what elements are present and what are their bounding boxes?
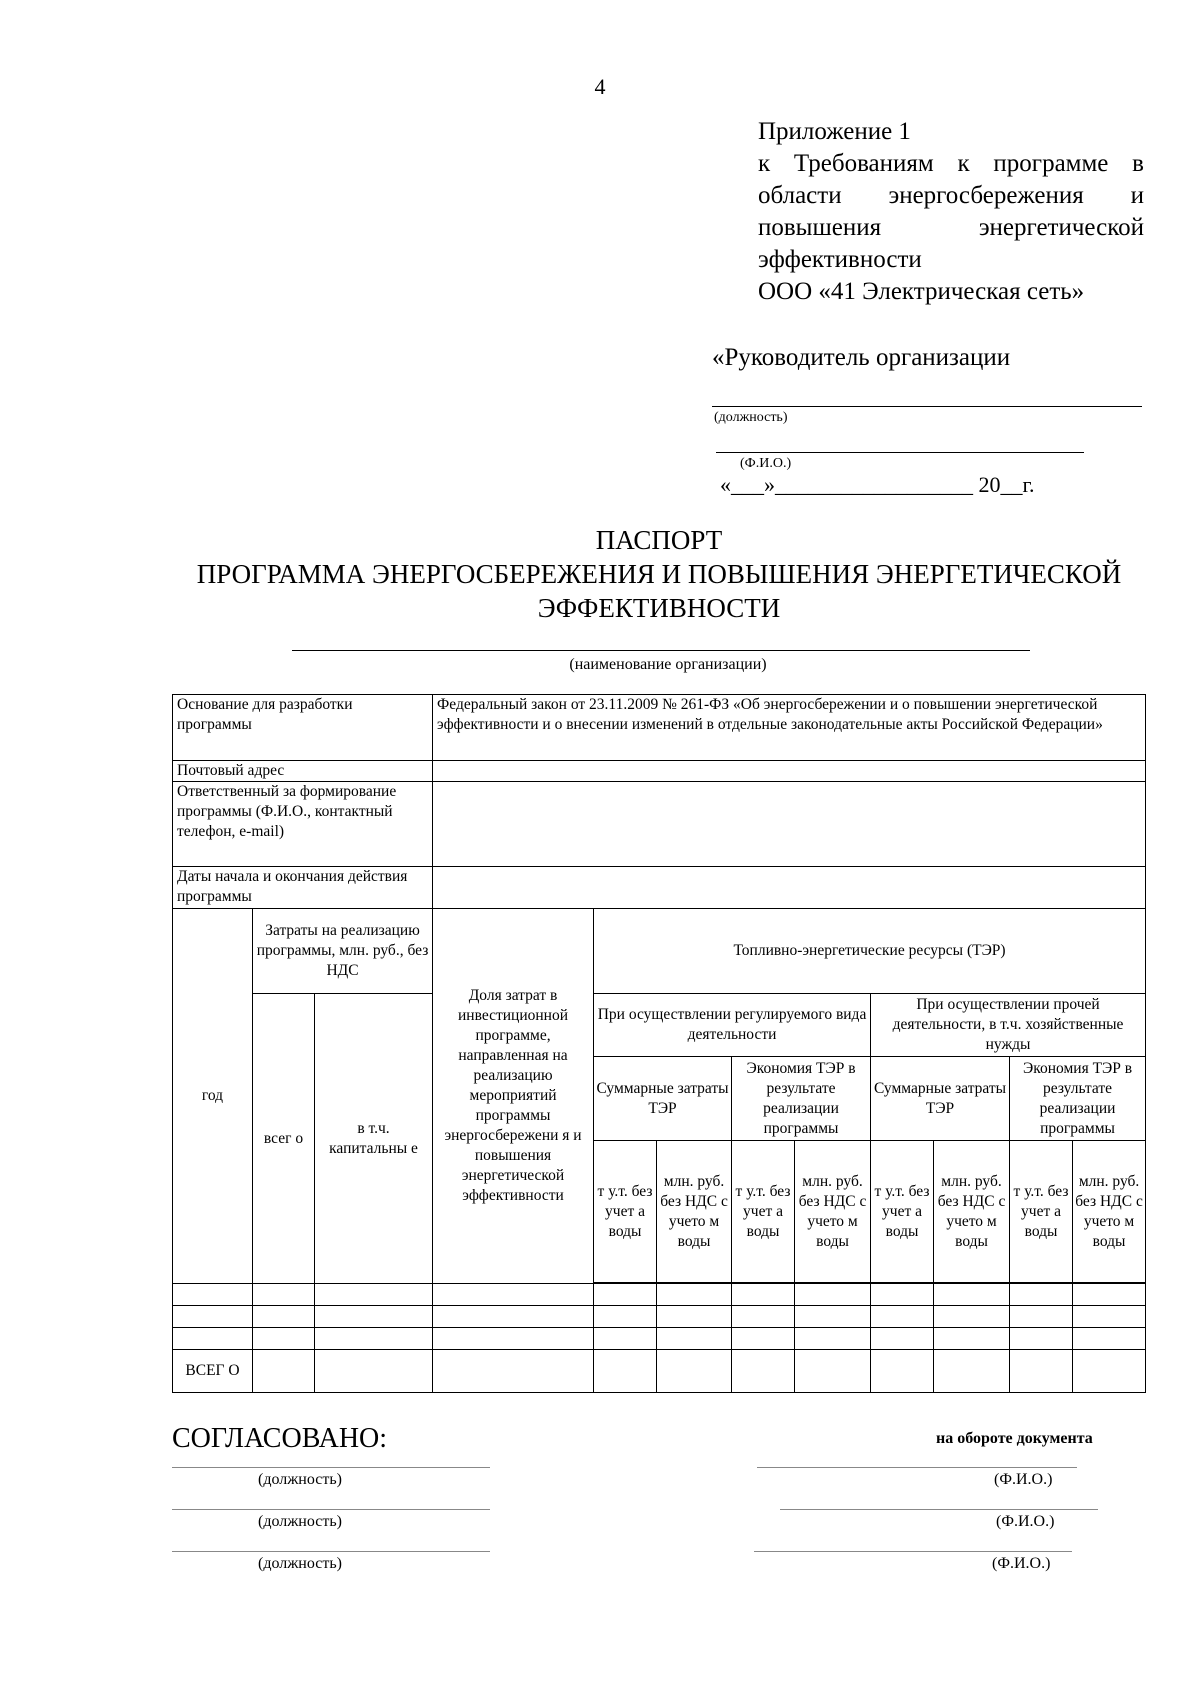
address-label: Почтовый адрес <box>173 761 433 782</box>
appendix-line-5: эффективности <box>758 246 922 273</box>
agreed-position-caption-1: (должность) <box>258 1471 342 1488</box>
position-signature-line <box>712 406 1142 407</box>
program-title-line-2: ЭФФЕКТИВНОСТИ <box>537 593 781 623</box>
tut-header: т у.т. без учет а воды <box>732 1141 795 1283</box>
ter-header: Топливно-энергетические ресурсы (ТЭР) <box>594 909 1146 994</box>
table-row <box>173 1284 1146 1306</box>
position-caption: (должность) <box>714 410 788 425</box>
year-header: год <box>173 909 253 1284</box>
document-title: ПАСПОРТ <box>595 525 723 555</box>
agreed-position-caption-2: (должность) <box>258 1513 342 1530</box>
org-name-line <box>292 650 1030 651</box>
dates-value <box>433 867 1146 909</box>
regulated-sum-costs-header: Суммарные затраты ТЭР <box>594 1057 732 1141</box>
responsible-label: Ответственный за формирование программы (Ф.И.О., контактный телефон, e-mail) <box>173 782 433 867</box>
fio-caption: (Ф.И.О.) <box>740 456 792 471</box>
other-activity-header: При осуществлении прочей деятельности, в т.ч. хозяйственные нужды <box>871 994 1146 1057</box>
appendix-line-3: области энергосбережения и <box>758 182 1144 209</box>
total-cost-header: всег о <box>253 994 315 1284</box>
regulated-activity-header: При осуществлении регулируемого вида деятельности <box>594 994 871 1057</box>
basis-value: Федеральный закон от 23.11.2009 № 261-ФЗ «Об энергосбережении и о повышении энергетической эффективности и о внесении изменений в отдельные законодательные акты Российской Федерации» <box>433 695 1146 761</box>
appendix-line-2: к Требованиям к программе в <box>758 150 1144 177</box>
agreed-fio-caption-1: (Ф.И.О.) <box>994 1471 1053 1488</box>
passport-table <box>172 694 1146 1393</box>
org-name-caption: (наименование организации) <box>569 656 767 673</box>
agreed-fio-line-3 <box>754 1551 1072 1552</box>
tut-header: т у.т. без учет а воды <box>594 1141 657 1283</box>
capital-cost-header: в т.ч. капитальны е <box>315 994 433 1284</box>
program-title-line-1: ПРОГРАММА ЭНЕРГОСБЕРЕЖЕНИЯ И ПОВЫШЕНИЯ ЭНЕРГЕТИЧЕСКОЙ <box>196 559 1122 589</box>
mln-header: млн. руб. без НДС с учето м воды <box>934 1141 1010 1283</box>
agreed-position-caption-3: (должность) <box>258 1555 342 1572</box>
appendix-block <box>758 116 1144 308</box>
fio-signature-line <box>716 452 1084 453</box>
other-economy-header: Экономия ТЭР в результате реализации программы <box>1010 1057 1146 1141</box>
tut-header: т у.т. без учет а воды <box>1010 1141 1073 1283</box>
share-header: Доля затрат в инвестиционной программе, направленная на реализацию мероприятий программы энергосбережени я и повышения энергетической эффективности <box>433 909 594 1284</box>
mln-header: млн. руб. без НДС с учето м воды <box>795 1141 871 1283</box>
costs-header: Затраты на реализацию программы, млн. руб., без НДС <box>253 909 433 994</box>
other-sum-costs-header: Суммарные затраты ТЭР <box>871 1057 1010 1141</box>
agreed-position-line-3 <box>172 1551 490 1552</box>
agreed-fio-line-2 <box>780 1509 1098 1510</box>
table-row <box>173 1328 1146 1350</box>
page-number: 4 <box>594 74 606 99</box>
agreed-title: СОГЛАСОВАНО: <box>172 1423 388 1454</box>
basis-label: Основание для разработки программы <box>173 695 433 761</box>
responsible-value <box>433 782 1146 867</box>
agreed-position-line-2 <box>172 1509 490 1510</box>
approval-head: «Руководитель организации <box>712 344 1011 371</box>
agreed-fio-line-1 <box>757 1467 1077 1468</box>
reverse-note: на обороте документа <box>936 1430 1093 1447</box>
address-value <box>433 761 1146 782</box>
regulated-economy-header: Экономия ТЭР в результате реализации программы <box>732 1057 871 1141</box>
tut-header: т у.т. без учет а воды <box>871 1141 934 1283</box>
approval-date-line: «___»__________________ 20__г. <box>720 472 1035 497</box>
agreed-position-line-1 <box>172 1467 490 1468</box>
mln-header: млн. руб. без НДС с учето м воды <box>1073 1141 1146 1283</box>
agreed-fio-caption-2: (Ф.И.О.) <box>996 1513 1055 1530</box>
appendix-line-6: ООО «41 Электрическая сеть» <box>758 278 1085 305</box>
appendix-line-4: повышения энергетической <box>758 214 1144 241</box>
dates-label: Даты начала и окончания действия программы <box>173 867 433 909</box>
mln-header: млн. руб. без НДС с учето м воды <box>657 1141 732 1283</box>
appendix-line-1: Приложение 1 <box>758 118 911 145</box>
total-row <box>173 1350 1146 1393</box>
table-row <box>173 1306 1146 1328</box>
total-row-label: ВСЕГ О <box>173 1350 253 1393</box>
agreed-fio-caption-3: (Ф.И.О.) <box>992 1555 1051 1572</box>
